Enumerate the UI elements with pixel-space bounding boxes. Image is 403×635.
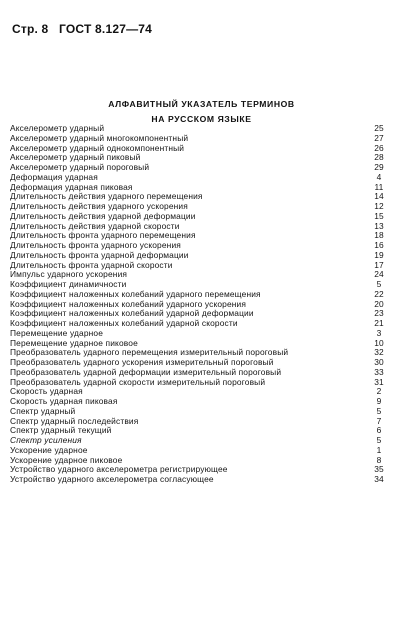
- index-entry-term: Преобразователь ударной скорости измерительный пороговый: [10, 376, 266, 387]
- index-entry-number: 23: [374, 308, 384, 319]
- index-entry-number: 2: [376, 386, 382, 397]
- index-entry-term: Деформация ударная: [10, 171, 98, 182]
- index-title-line-2: НА РУССКОМ ЯЗЫКЕ: [151, 114, 252, 124]
- index-entry-number: 13: [374, 220, 384, 231]
- index-entry-term: Длительность действия ударной скорости: [10, 220, 180, 231]
- index-entry-number: 12: [374, 201, 384, 211]
- index-entry-term: Коэффициент наложенных колебаний ударного перемещения: [10, 288, 261, 299]
- index-entry-number: 19: [374, 249, 384, 260]
- index-entry-term: Импульс ударного ускорения: [10, 269, 128, 280]
- running-header: [12, 22, 152, 36]
- index-entry-term: Спектр усиления: [10, 435, 82, 445]
- index-entry-number: 20: [374, 298, 384, 309]
- index-entry-number: 17: [374, 259, 384, 270]
- index-entry-number: 1: [376, 444, 382, 455]
- index-entry-term: Длительность действия ударной деформации: [10, 210, 196, 221]
- index-entry-number: 22: [374, 288, 384, 299]
- index-entry-number: 33: [374, 366, 384, 377]
- index-entry-number: 11: [374, 181, 384, 192]
- index-entry-term: Устройство ударного акселерометра согласующее: [10, 474, 214, 484]
- index-entry-term: Ускорение ударное: [10, 444, 88, 455]
- index-entry-number: 21: [374, 318, 384, 328]
- index-entry-term: Коэффициент наложенных колебаний ударной скорости: [10, 318, 238, 328]
- index-entry-number: 16: [374, 240, 384, 250]
- index-entry-number: 6: [376, 425, 382, 436]
- index-entry-number: 5: [376, 435, 382, 445]
- index-entry-term: Преобразователь ударного ускорения измерительный пороговый: [10, 357, 274, 367]
- index-entry-term: Перемещение ударное: [10, 327, 104, 338]
- index-entry-term: Преобразователь ударной деформации измерительный пороговый: [10, 366, 282, 377]
- index-entry-number: 10: [374, 337, 384, 348]
- index-entry-term: Деформация ударная пиковая: [10, 181, 133, 192]
- index-title-line-1: АЛФАВИТНЫЙ УКАЗАТЕЛЬ ТЕРМИНОВ: [108, 99, 295, 109]
- index-entry-term: Спектр ударный: [10, 405, 76, 416]
- index-entry-number: 29: [374, 162, 384, 172]
- index-entry-term: Акселерометр ударный пороговый: [10, 162, 150, 172]
- index-entry-term: Ускорение ударное пиковое: [10, 454, 123, 465]
- index-entry-term: Длительность действия ударного ускорения: [10, 201, 188, 211]
- index-entry-number: 8: [376, 454, 382, 465]
- index-entry-term: Акселерометр ударный: [10, 123, 105, 133]
- index-entry-term: Акселерометр ударный однокомпонентный: [10, 142, 185, 153]
- index-entry-number: 14: [374, 191, 384, 202]
- index-entry-term: Преобразователь ударного перемещения измерительный пороговый: [10, 347, 289, 358]
- index-entry-number: 15: [374, 210, 384, 221]
- index-entry-number: 5: [376, 405, 382, 416]
- index-entry-number: 32: [374, 347, 384, 358]
- index-entry-number: 25: [374, 123, 384, 133]
- index-entry-number: 18: [374, 230, 384, 241]
- index-entry-term: Скорость ударная пиковая: [10, 396, 118, 406]
- index-entry-term: Коэффициент динамичности: [10, 279, 127, 289]
- index-entry-number: 7: [376, 415, 382, 426]
- page-number: Стр. 8: [12, 22, 49, 36]
- index-entry-term: Длительность фронта ударного перемещения: [10, 230, 196, 241]
- index-entry-number: 3: [376, 327, 382, 338]
- index-entry-number: 26: [374, 142, 384, 153]
- index-entry-term: Длительность фронта ударной скорости: [10, 259, 173, 270]
- term-index-list: [10, 124, 390, 485]
- index-entry-term: Акселерометр ударный пиковый: [10, 152, 141, 163]
- index-entry-term: Спектр ударный текущий: [10, 425, 112, 436]
- index-entry-term: Длительность действия ударного перемещения: [10, 191, 203, 202]
- index-entry-number: 31: [374, 376, 384, 387]
- index-entry-number: 5: [376, 279, 382, 289]
- standard-designation: ГОСТ 8.127—74: [59, 22, 153, 36]
- index-entry-number: 28: [374, 152, 384, 163]
- index-entry-number: 4: [376, 171, 382, 182]
- index-entry-number: 9: [376, 396, 382, 406]
- index-entry-term: Длительность фронта ударной деформации: [10, 249, 189, 260]
- index-entry-term: Перемещение ударное пиковое: [10, 337, 138, 348]
- index-entry-term: Коэффициент наложенных колебаний ударной деформации: [10, 308, 254, 319]
- index-entry-number: 24: [374, 269, 384, 280]
- index-entry-number: 35: [374, 464, 384, 475]
- index-entry-number: 30: [374, 357, 384, 367]
- index-entry-term: Коэффициент наложенных колебаний ударного ускорения: [10, 298, 247, 309]
- index-entry-term: Длительность фронта ударного ускорения: [10, 240, 181, 250]
- index-entry-term: Устройство ударного акселерометра регистрирующее: [10, 464, 228, 475]
- index-entry-term: Скорость ударная: [10, 386, 83, 397]
- index-entry: [10, 475, 390, 485]
- index-entry-term: Акселерометр ударный многокомпонентный: [10, 132, 189, 143]
- index-entry-number: 27: [374, 132, 384, 143]
- index-entry-number: 34: [374, 474, 384, 484]
- index-entry-term: Спектр ударный последействия: [10, 415, 139, 426]
